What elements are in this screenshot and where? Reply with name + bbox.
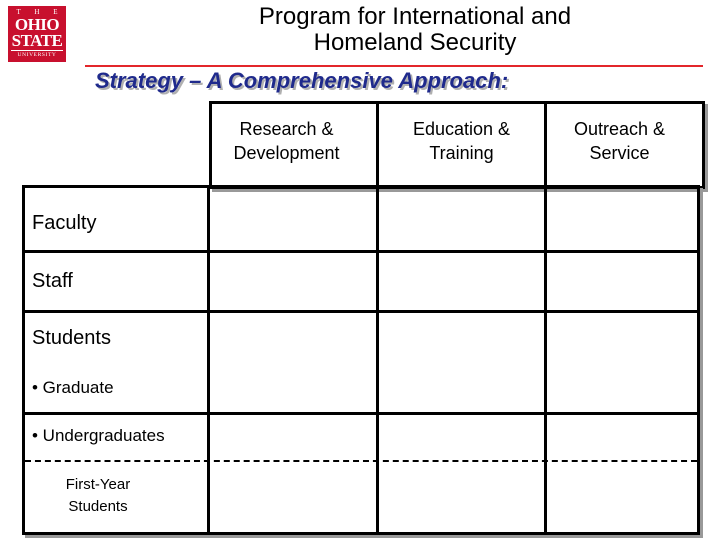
row-first-year-students: First-Year Students <box>65 476 131 515</box>
col-divider-1-header <box>376 101 379 189</box>
column-outreach-service: Outreach & Service <box>573 119 666 163</box>
column-research-development: Research & Development <box>233 119 340 163</box>
logo-university: UNIVERSITY <box>11 50 63 59</box>
dashed-divider <box>25 460 697 462</box>
row-students: Students <box>32 327 111 349</box>
row-graduate: • Graduate <box>32 378 114 397</box>
osu-logo <box>8 6 66 62</box>
left-border <box>22 185 25 535</box>
page-title <box>150 4 680 56</box>
row-staff: Staff <box>32 270 73 292</box>
title-divider <box>85 65 703 67</box>
slide-subtitle: Strategy – A Comprehensive Approach: <box>95 68 509 93</box>
bottom-shadow <box>25 535 703 538</box>
col-divider-2-header <box>544 101 547 189</box>
col-divider-2 <box>544 185 547 535</box>
right-shadow <box>700 188 703 538</box>
logo-the: T H E <box>16 8 64 16</box>
title-line-1: Program for International and <box>258 3 572 30</box>
row-line-top <box>22 185 700 188</box>
row-faculty: Faculty <box>32 212 97 234</box>
logo-state: STATE <box>11 31 63 50</box>
column-education-training: Education & Training <box>412 119 511 163</box>
row-line-3 <box>22 412 700 415</box>
row-undergraduates: • Undergraduates <box>32 426 165 445</box>
logo-ohio: OHIO <box>14 15 60 34</box>
row-line-2 <box>22 310 700 313</box>
col-divider-0 <box>207 185 210 535</box>
col-divider-1 <box>376 185 379 535</box>
row-line-1 <box>22 250 700 253</box>
title-line-2: Homeland Security <box>313 29 517 56</box>
